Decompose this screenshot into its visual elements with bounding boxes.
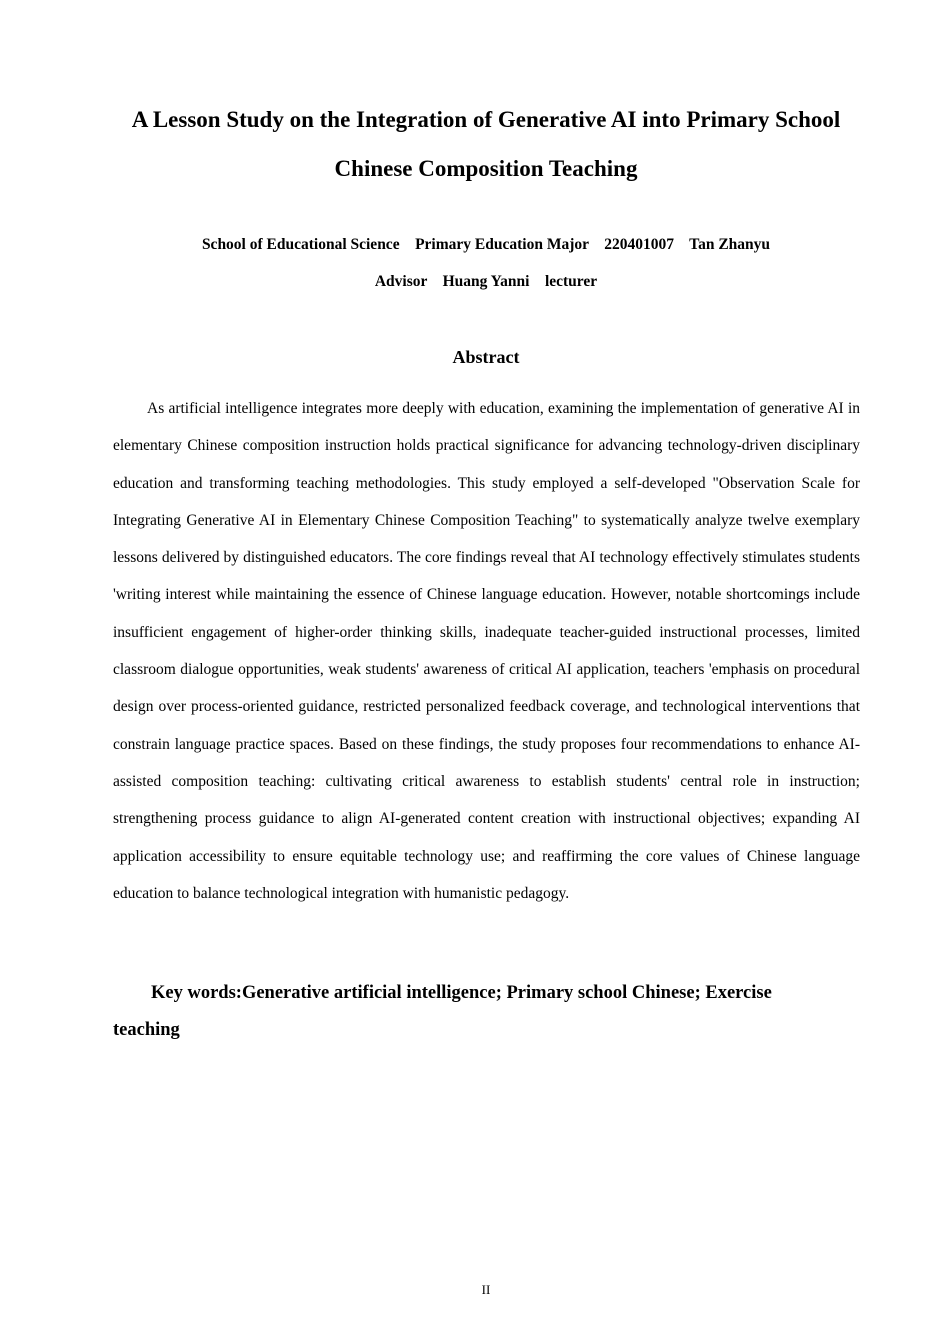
paper-title-line-2: Chinese Composition Teaching	[334, 156, 638, 181]
author-affiliation: School of Educational Science Primary Education Major 220401007 Tan Zhanyu	[201, 236, 771, 253]
advisor-info: Advisor Huang Yanni lecturer	[374, 273, 598, 290]
abstract-body: As artificial intelligence integrates more deeply with education, examining the implementation of generative AI in elementary Chinese composition instruction holds practical significance for advancing technology-driven disciplinary education and transforming teaching methodologies. This study employed a self-developed "Observation Scale for Integrating Generative AI in Elementary Chinese Composition Teaching" to systematically analyze twelve exemplary lessons delivered by distinguished educators. The core findings reveal that AI technology effectively stimulates students 'writing interest while maintaining the essence of Chinese language education. However, notable shortcomings include insufficient engagement of higher-order thinking skills, inadequate teacher-guided instructional processes, limited classroom dialogue opportunities, weak students' awareness of critical AI application, teachers 'emphasis on procedural design over process-oriented guidance, restricted personalized feedback coverage, and technological interventions that constrain language practice spaces. Based on these findings, the study proposes four recommendations to enhance AI-assisted composition teaching: cultivating critical awareness to establish students' central role in instruction; strengthening process guidance to align AI-generated content creation with instructional objectives; expanding AI application accessibility to ensure equitable technology use; and reaffirming the core values of Chinese language education to balance technological integration with humanistic pedagogy.	[113, 400, 860, 902]
paper-title-line-1: A Lesson Study on the Integration of Generative AI into Primary School	[131, 107, 841, 132]
paper-title	[60, 95, 912, 193]
keywords: Key words:Generative artificial intelligence; Primary school Chinese; Exercise teaching	[113, 983, 772, 1040]
page-number: II	[481, 1282, 491, 1297]
abstract-heading: Abstract	[452, 347, 520, 367]
